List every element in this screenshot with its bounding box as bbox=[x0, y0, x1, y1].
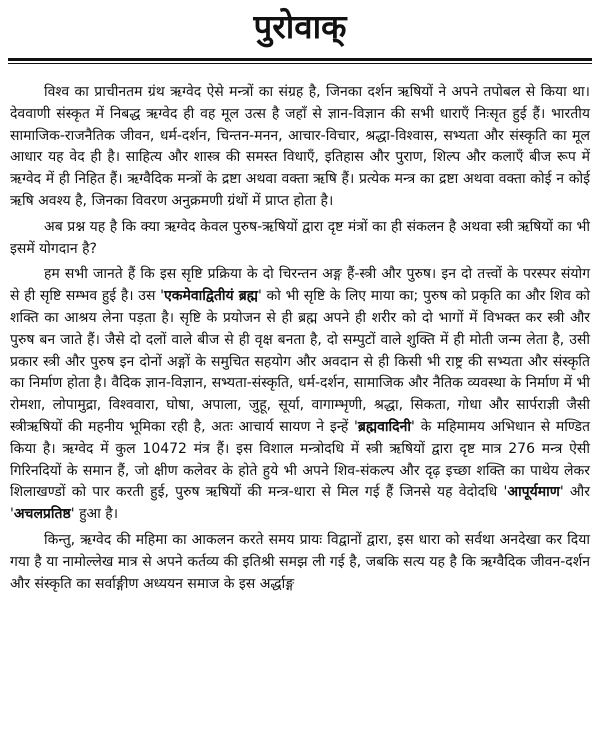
paragraph-text: ' के महिमामय अभिधान से मण्डित किया है। ऋग्वेद में कुल 10472 मंत्र हैं। इस विशाल मन्त्रोदधि में स्त्री ऋषियों द्वारा दृष्ट मात्र 276 मन्त्र ऐसी गिरिनदियों के समान हैं, जो क्षीण कलेवर के होते हुये भी अपने शिव-संकल्प और दृढ़ इच्छा शक्ति का पाथेय लेकर शिलाखण्डों को पार करती हुई, पुरुष ऋषियों की मन्त्र-धारा से मिल गई हैं जिनसे यह वेदोदधि ' bbox=[10, 418, 590, 501]
paragraph-text: अब प्रश्न यह है कि क्या ऋग्वेद केवल पुरुष-ऋषियों द्वारा दृष्ट मंत्रों का ही संकलन है अथवा स्त्री ऋषियों का भी इसमें योगदान है? bbox=[10, 218, 590, 257]
paragraph-text: ' हुआ है। bbox=[70, 506, 118, 523]
paragraph-text: विश्व का प्राचीनतम ग्रंथ ऋग्वेद ऐसे मन्त्रों का संग्रह है, जिनका दर्शन ऋषियों ने अपने तपोबल से किया था। देववाणी संस्कृत में निबद्ध ऋग्वेद ही वह मूल उत्स है जहाँ से ज्ञान-विज्ञान की सभी धाराएँ निःसृत हुई हैं। भारतीय सामाजिक-राजनैतिक जीवन, धर्म-दर्शन, चिन्तन-मनन, आचार-विचार, श्रद्धा-विश्वास, सभ्यता और संस्कृति का मूल आधार यह वेद ही है। साहित्य और शास्त्र की समस्त विधाएँ, इतिहास और पुराण, शिल्प और कलाएँ बीज रूप में ऋग्वेद में ही निहित हैं। ऋग्वैदिक मन्त्रों के द्रष्टा अथवा वक्ता ऋषि हैं। प्रत्येक मन्त्र का द्रष्टा अथवा वक्ता कोई न कोई ऋषि अवश्य है, जिनका विवरण अनुक्रमणी ग्रंथों में प्राप्त होता है। bbox=[10, 84, 590, 209]
page-title: पुरोवाक् bbox=[253, 7, 347, 46]
paragraph bbox=[10, 217, 590, 261]
emphasized-term: एकमेवाद्वितीयं ब्रह्म bbox=[163, 288, 258, 305]
emphasized-term: ब्रह्मवादिनी bbox=[357, 418, 411, 435]
title-rule-thick bbox=[8, 58, 592, 61]
emphasized-term: आपूर्यमाण bbox=[507, 484, 560, 501]
paragraph-text: किन्तु, ऋग्वेद की महिमा का आकलन करते समय प्रायः विद्वानों द्वारा, इस धारा को सर्वथा अनदेखा कर दिया गया है या नामोल्लेख मात्र से अपने कर्तव्य की इतिश्री समझ ली गई है, जबकि सत्य यह है कि ऋग्वैदिक जीवन-दर्शन और संस्कृति का सर्वाङ्गीण अध्ययन समाज के इस अर्द्धाङ्ग bbox=[10, 531, 590, 592]
title-rule-thin bbox=[8, 63, 592, 64]
paragraph-text: ' और ' bbox=[10, 484, 590, 523]
emphasized-term: अचलप्रतिष्ठ bbox=[13, 506, 71, 523]
paragraph bbox=[10, 264, 590, 526]
paragraph-text: ' को भी सृष्टि के लिए माया का; पुरुष को प्रकृति का और शिव को शक्ति का आश्रय लेना पड़ता है। सृष्टि के प्रयोजन से ही ब्रह्म अपने ही शरीर को दो भागों में विभक्त कर स्त्री और पुरुष बन जाते हैं। जैसे दो दलों वाले बीज से ही वृक्ष बनता है, दो सम्पुटों वाले शुक्ति में ही मोती जन्म लेता है, उसी प्रकार स्त्री और पुरुष इन दोनों अङ्गों के समुचित सहयोग और अवदान से ही किसी भी राष्ट्र की सभ्यता और संस्कृति का निर्माण होता है। वैदिक ज्ञान-विज्ञान, सभ्यता-संस्कृति, धर्म-दर्शन, सामाजिक और नैतिक व्यवस्था के निर्माण में भी रोमशा, लोपामुद्रा, विश्ववारा, घोषा, अपाला, जुहू, सूर्या, वागाम्भृणी, श्रद्धा, सिकता, गोधा और सार्पराज्ञी जैसी स्त्रीऋषियों की महनीय भूमिका रही है, अतः आचार्य सायण ने इन्हें ' bbox=[10, 288, 590, 435]
paragraph bbox=[10, 530, 590, 595]
document-body bbox=[10, 82, 590, 595]
paragraph bbox=[10, 82, 590, 213]
paragraph-text: हम सभी जानते हैं कि इस सृष्टि प्रक्रिया के दो चिरन्तन अङ्ग हैं-स्त्री और पुरुष। इन दो तत्त्वों के परस्पर संयोग से ही सृष्टि सम्भव हुई है। उस ' bbox=[10, 266, 590, 305]
